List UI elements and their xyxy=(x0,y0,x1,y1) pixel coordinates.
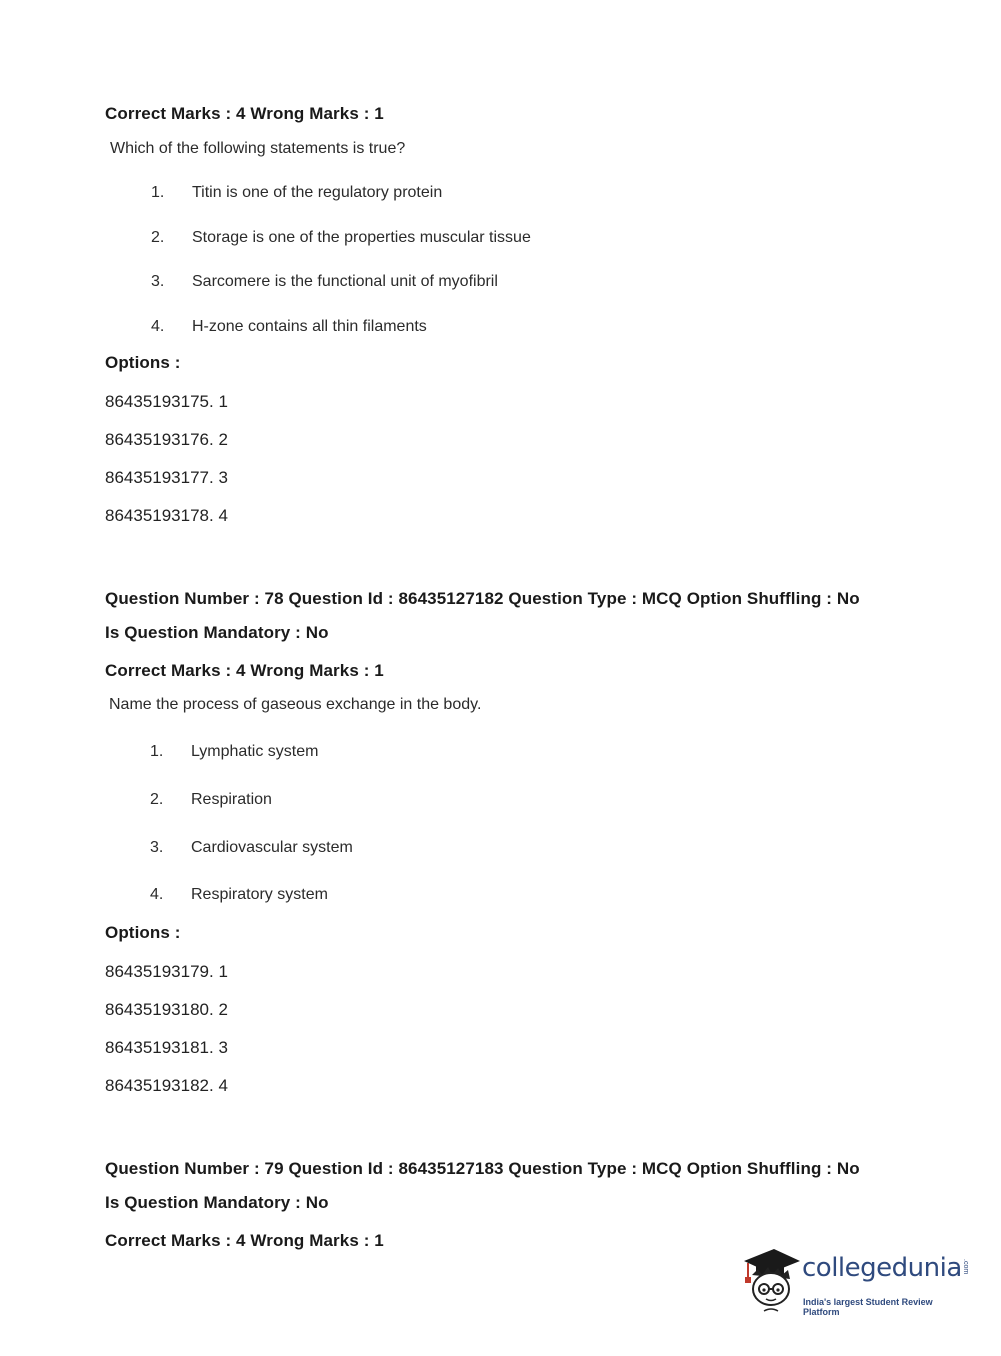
question-text-q78: Name the process of gaseous exchange in the body. xyxy=(109,696,482,713)
options-label: Options : xyxy=(105,923,181,942)
option-item: 86435193177. 3 xyxy=(105,468,228,487)
statement-text: Respiration xyxy=(191,791,272,808)
collegedunia-logo xyxy=(740,1245,970,1320)
statement-text: H-zone contains all thin filaments xyxy=(192,318,427,335)
option-item: 86435193180. 2 xyxy=(105,1000,228,1019)
statement-number: 2. xyxy=(150,791,164,808)
option-item: 86435193178. 4 xyxy=(105,506,228,525)
question-text-q77: Which of the following statements is true? xyxy=(110,140,406,157)
options-label: Options : xyxy=(105,353,181,372)
logo-tagline: India's largest Student Review Platform xyxy=(803,1297,933,1317)
mandatory-line-q79: Is Question Mandatory : No xyxy=(105,1193,329,1212)
mandatory-line-q78: Is Question Mandatory : No xyxy=(105,623,329,642)
option-item: 86435193181. 3 xyxy=(105,1038,228,1057)
option-item: 86435193175. 1 xyxy=(105,392,228,411)
option-item: 86435193176. 2 xyxy=(105,430,228,449)
question-header-q78: Question Number : 78 Question Id : 86435127182 Question Type : MCQ Option Shuffling : No xyxy=(105,589,860,608)
statement-text: Titin is one of the regulatory protein xyxy=(192,184,443,201)
marks-line-q79: Correct Marks : 4 Wrong Marks : 1 xyxy=(105,1231,384,1250)
option-item: 86435193182. 4 xyxy=(105,1076,228,1095)
logo-dotcom: .com xyxy=(962,1259,969,1275)
statement-number: 4. xyxy=(150,886,164,903)
statement-text: Storage is one of the properties muscular tissue xyxy=(192,229,531,246)
statement-number: 1. xyxy=(151,184,165,201)
statement-text: Respiratory system xyxy=(191,886,328,903)
logo-wordmark: collegedunia xyxy=(802,1253,962,1283)
option-item: 86435193179. 1 xyxy=(105,962,228,981)
statement-number: 3. xyxy=(150,839,164,856)
question-header-q79: Question Number : 79 Question Id : 86435127183 Question Type : MCQ Option Shuffling : No xyxy=(105,1159,860,1178)
marks-line-q77: Correct Marks : 4 Wrong Marks : 1 xyxy=(105,104,384,123)
statement-number: 2. xyxy=(151,229,165,246)
statement-number: 3. xyxy=(151,273,165,290)
statement-number: 4. xyxy=(151,318,165,335)
statement-text: Cardiovascular system xyxy=(191,839,353,856)
mascot-graduate-icon xyxy=(740,1245,802,1317)
statement-number: 1. xyxy=(150,743,164,760)
statement-text: Sarcomere is the functional unit of myofibril xyxy=(192,273,498,290)
marks-line-q78: Correct Marks : 4 Wrong Marks : 1 xyxy=(105,661,384,680)
statement-text: Lymphatic system xyxy=(191,743,319,760)
